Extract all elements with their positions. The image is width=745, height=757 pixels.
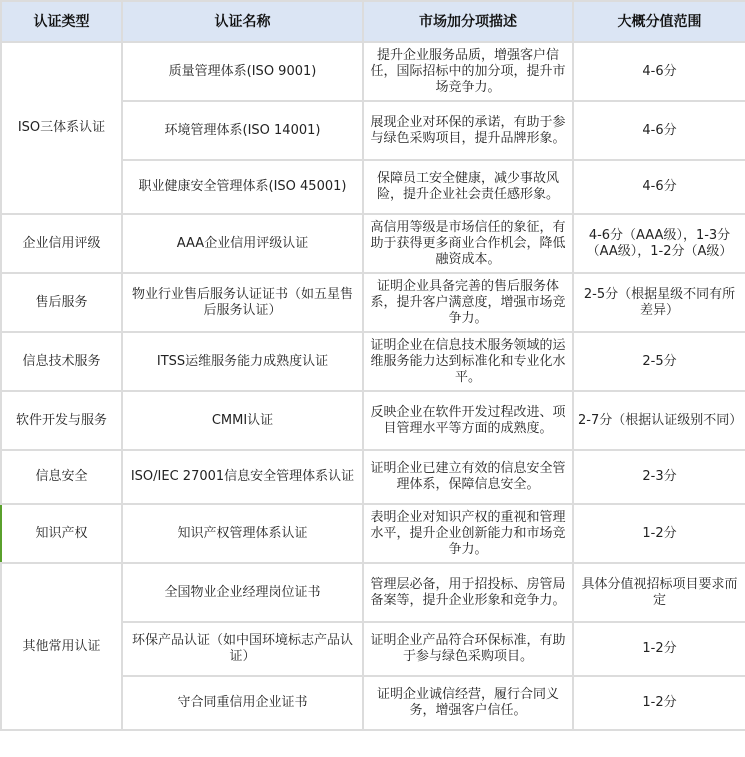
table-row: [1, 391, 745, 450]
score-range-cell: 4-6分: [573, 160, 745, 214]
table-row: [1, 273, 745, 332]
description-cell: 展现企业对环保的承诺，有助于参与绿色采购项目，提升品牌形象。: [363, 101, 573, 160]
header-row: [1, 1, 745, 42]
table-row: [1, 42, 745, 101]
header-desc: 市场加分项描述: [363, 1, 573, 42]
score-range-cell: 2-5分: [573, 332, 745, 391]
cert-type-cell: 信息技术服务: [1, 332, 122, 391]
cert-type-cell: 软件开发与服务: [1, 391, 122, 450]
description-cell: 表明企业对知识产权的重视和管理水平，提升企业创新能力和市场竞争力。: [363, 504, 573, 563]
header-name: 认证名称: [122, 1, 363, 42]
header-score: 大概分值范围: [573, 1, 745, 42]
cert-name-cell: ITSS运维服务能力成熟度认证: [122, 332, 363, 391]
description-cell: 提升企业服务品质，增强客户信任，国际招标中的加分项，提升市场竞争力。: [363, 42, 573, 101]
score-range-cell: 2-5分（根据星级不同有所差异）: [573, 273, 745, 332]
cert-name-cell: 全国物业企业经理岗位证书: [122, 563, 363, 622]
description-cell: 证明企业在信息技术服务领域的运维服务能力达到标准化和专业化水平。: [363, 332, 573, 391]
score-range-cell: 2-7分（根据认证级别不同）: [573, 391, 745, 450]
cert-name-cell: ISO/IEC 27001信息安全管理体系认证: [122, 450, 363, 504]
score-range-cell: 1-2分: [573, 504, 745, 563]
cert-name-cell: AAA企业信用评级认证: [122, 214, 363, 273]
cert-name-cell: 环保产品认证（如中国环境标志产品认证）: [122, 622, 363, 676]
table-row: [1, 504, 745, 563]
table-row: [1, 332, 745, 391]
score-range-cell: 1-2分: [573, 622, 745, 676]
header-type: 认证类型: [1, 1, 122, 42]
cert-name-cell: 环境管理体系(ISO 14001): [122, 101, 363, 160]
description-cell: 管理层必备，用于招投标、房管局备案等，提升企业形象和竞争力。: [363, 563, 573, 622]
cert-type-cell: 售后服务: [1, 273, 122, 332]
cert-name-cell: 守合同重信用企业证书: [122, 676, 363, 730]
cert-type-cell: 其他常用认证: [1, 563, 122, 730]
description-cell: 证明企业已建立有效的信息安全管理体系，保障信息安全。: [363, 450, 573, 504]
cert-type-cell: 信息安全: [1, 450, 122, 504]
cert-name-cell: 知识产权管理体系认证: [122, 504, 363, 563]
table-row: [1, 450, 745, 504]
cert-name-cell: CMMI认证: [122, 391, 363, 450]
description-cell: 反映企业在软件开发过程改进、项目管理水平等方面的成熟度。: [363, 391, 573, 450]
score-range-cell: 4-6分（AAA级），1-3分（AA级），1-2分（A级）: [573, 214, 745, 273]
table-row: [1, 563, 745, 622]
cert-name-cell: 职业健康安全管理体系(ISO 45001): [122, 160, 363, 214]
description-cell: 证明企业产品符合环保标准，有助于参与绿色采购项目。: [363, 622, 573, 676]
description-cell: 保障员工安全健康，减少事故风险，提升企业社会责任感形象。: [363, 160, 573, 214]
score-range-cell: 4-6分: [573, 42, 745, 101]
cert-name-cell: 物业行业售后服务认证证书（如五星售后服务认证）: [122, 273, 363, 332]
cert-type-cell: 知识产权: [1, 504, 122, 563]
description-cell: 高信用等级是市场信任的象征，有助于获得更多商业合作机会，降低融资成本。: [363, 214, 573, 273]
cert-type-cell: 企业信用评级: [1, 214, 122, 273]
score-range-cell: 1-2分: [573, 676, 745, 730]
table-row: [1, 214, 745, 273]
score-range-cell: 具体分值视招标项目要求而定: [573, 563, 745, 622]
description-cell: 证明企业诚信经营，履行合同义务，增强客户信任。: [363, 676, 573, 730]
score-range-cell: 4-6分: [573, 101, 745, 160]
cert-name-cell: 质量管理体系(ISO 9001): [122, 42, 363, 101]
score-range-cell: 2-3分: [573, 450, 745, 504]
description-cell: 证明企业具备完善的售后服务体系，提升客户满意度，增强市场竞争力。: [363, 273, 573, 332]
cert-type-cell: ISO三体系认证: [1, 42, 122, 214]
